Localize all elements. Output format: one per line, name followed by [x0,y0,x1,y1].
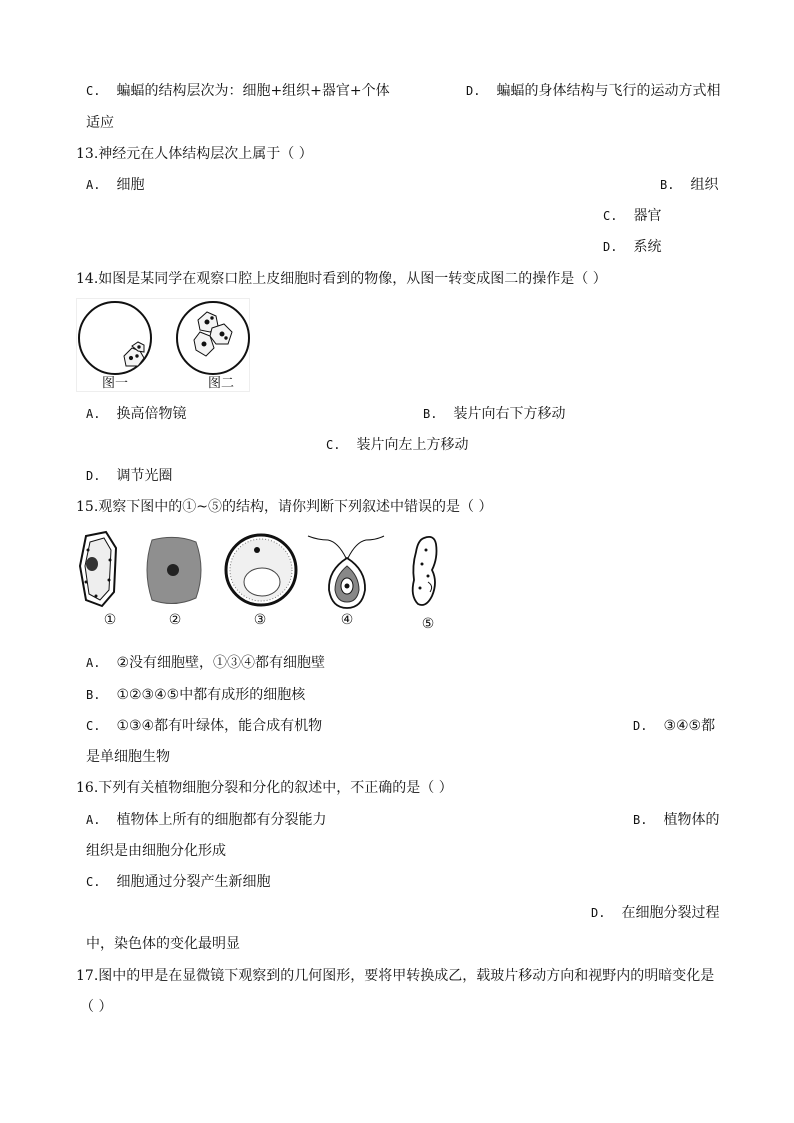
q14-option-b [423,405,565,423]
option-text: 器官 [633,208,662,224]
q15-stem: 15.观察下图中的①~⑤的结构，请你判断下列叙述中错误的是（ ） [76,499,493,515]
option-text: 装片向左上方移动 [356,437,469,453]
figure-1-label: 图一 [101,376,129,391]
option-letter: C. [603,209,618,223]
q16-option-c [86,873,270,891]
option-letter: C. [86,719,101,733]
option-text: ③④⑤都 [663,718,716,734]
option-letter: B. [423,407,438,421]
cell-types-figure [76,530,456,634]
q15-option-d-continued: 是单细胞生物 [86,749,170,765]
q16-option-b-continued: 组织是由细胞分化形成 [86,843,226,859]
q16-option-d [591,904,719,922]
q15-figure [76,530,456,634]
q15-option-d [633,717,715,735]
q13-option-a [86,176,144,194]
q16-option-b [633,811,719,829]
animal-cell-drawing [147,537,201,603]
option-text: 细胞通过分裂产生新细胞 [116,874,271,890]
q14-figure [76,298,250,392]
q17-stem-continued: （ ） [80,999,113,1015]
option-text: ②没有细胞壁，①③④都有细胞壁 [116,655,326,671]
option-letter: A. [86,407,101,421]
q15-option-c [86,717,322,735]
option-letter: D. [633,719,648,733]
option-letter: D. [591,906,606,920]
option-letter: A. [86,178,101,192]
option-letter: C. [326,438,341,452]
option-letter: B. [86,688,101,702]
round-cell-drawing [226,535,296,605]
q15-option-a [86,654,325,672]
option-text: 装片向右下方移动 [453,406,566,422]
q16-option-d-continued: 中，染色体的变化最明显 [86,936,240,952]
option-text: 组织 [690,177,719,193]
option-text: 系统 [633,239,662,255]
q13-option-b [660,176,718,194]
q12-option-c [86,82,390,100]
q15-option-b [86,686,305,704]
option-letter: A. [86,813,101,827]
q13-option-c [603,207,661,225]
plant-cell-drawing [80,532,116,606]
label-2: ② [168,612,182,628]
q12-option-d-continued: 适应 [86,115,114,131]
q13-option-d [603,238,661,256]
option-text: 调节光圈 [116,468,173,484]
q12-option-d [466,82,720,100]
option-text: 蝙蝠的结构层次为：细胞+组织+器官+个体 [116,83,390,99]
option-text: 换高倍物镜 [116,406,187,422]
amoeboid-cell-drawing [413,537,437,605]
q16-option-a [86,811,326,829]
q14-option-c [326,436,468,454]
q14-option-a [86,405,186,423]
option-text: 细胞 [116,177,145,193]
option-letter: D. [466,84,481,98]
label-3: ③ [253,612,267,628]
q16-stem: 16.下列有关植物细胞分裂和分化的叙述中，不正确的是（ ） [76,780,453,796]
option-text: 在细胞分裂过程 [621,905,720,921]
flagellate-cell-drawing [308,536,384,608]
q14-stem: 14.如图是某同学在观察口腔上皮细胞时看到的物像，从图一转变成图二的操作是（ ） [76,271,607,287]
option-text: 植物体的 [663,812,720,828]
option-text: ①②③④⑤中都有成形的细胞核 [116,687,306,703]
figure-2-label: 图二 [207,376,235,391]
label-4: ④ [340,612,354,628]
option-text: 蝙蝠的身体结构与飞行的运动方式相 [496,83,721,99]
q17-stem: 17.图中的甲是在显微镜下观察到的几何图形，要将甲转换成乙，载玻片移动方向和视野内的明暗变化是 [76,968,715,984]
q14-option-d [86,467,172,485]
label-5: ⑤ [421,616,435,632]
option-text: 植物体上所有的细胞都有分裂能力 [116,812,327,828]
label-1: ① [103,612,117,628]
option-text: ①③④都有叶绿体，能合成有机物 [116,718,323,734]
option-letter: C. [86,875,101,889]
option-letter: B. [633,813,648,827]
option-letter: B. [660,178,675,192]
option-letter: C. [86,84,101,98]
option-letter: A. [86,656,101,670]
microscope-fields-figure [76,298,250,392]
option-letter: D. [603,240,618,254]
q13-stem: 13.神经元在人体结构层次上属于（ ） [76,146,313,162]
option-letter: D. [86,469,101,483]
